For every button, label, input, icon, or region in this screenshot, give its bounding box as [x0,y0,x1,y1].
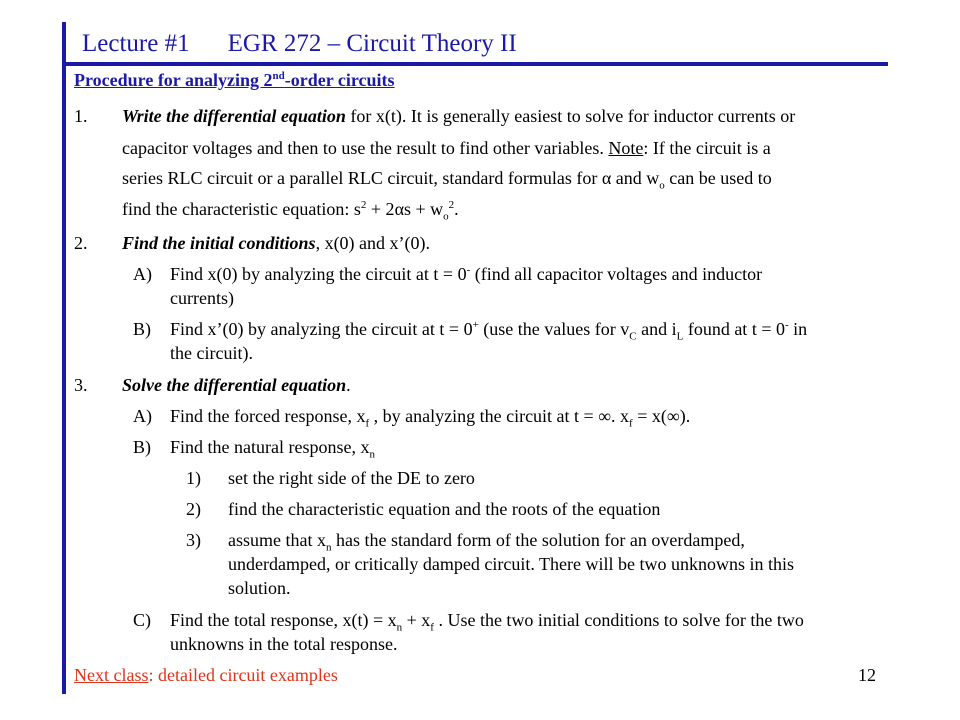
superscript: 2 [360,199,367,211]
text: Find x(0) by analyzing the circuit at t = 0 [170,264,467,284]
text: : If the circuit is a [643,138,771,158]
slide-title [82,30,517,58]
title-underline-bar [62,62,888,66]
next-class-text: : detailed circuit examples [148,665,338,685]
text: capacitor voltages and then to use the result to find other variables. [122,138,609,158]
step-1-line-3 [122,167,772,192]
text: (use the values for v [478,319,630,339]
substep-1-text: set the right side of the DE to zero [228,468,475,488]
substep-3-line-3: solution. [228,578,291,598]
text: Find the forced response, x [170,406,366,426]
section-heading [74,70,395,91]
subscript: f [629,417,633,430]
text: + 2 [366,199,395,219]
text: ). [679,406,691,426]
step-2b-line-2: the circuit). [170,343,253,363]
text: . Use the two initial conditions to solve for the two [433,610,804,630]
heading-superscript: nd [272,70,285,82]
step-3-line [122,374,351,396]
text: can be used to [664,168,772,188]
subscript: o [443,210,449,223]
subscript: n [369,448,375,461]
text: find the characteristic equation: s [122,199,361,219]
alpha-symbol: α [394,199,404,219]
step-2-number: 2. [74,233,88,253]
text: Find the natural response, x [170,437,370,457]
step-2b-line-1 [170,318,808,343]
step-3b-line [170,436,375,461]
step-2a-label: A) [133,264,152,284]
subscript: f [430,621,434,634]
step-2-line [122,232,430,254]
text: + x [402,610,431,630]
superscript: - [466,264,471,276]
text: series RLC circuit or a parallel RLC circuit, standard formulas for [122,168,602,188]
step-2a-line-2: currents) [170,288,234,308]
text: = x( [632,406,667,426]
step-1-text: for x(t). It is generally easiest to solve for inductor currents or [345,106,796,126]
step-3-lead: Solve the differential equation [122,375,347,395]
superscript: - [784,319,789,331]
text: Find x’(0) by analyzing the circuit at t = 0 [170,319,473,339]
superscript: 2 [448,199,455,211]
subscript: f [365,417,370,430]
step-2a-line-1 [170,263,762,285]
text: in [788,319,808,339]
step-1-lead: Write the differential equation [122,106,346,126]
text: s + w [404,199,444,219]
text: has the standard form of the solution for an overdamped, [331,530,745,550]
text: , by analyzing the circuit at t = [369,406,599,426]
heading-text-end: -order circuits [284,70,395,90]
step-1-line-4 [122,198,459,223]
text: Find the total response, x(t) = x [170,610,397,630]
step-3b-label: B) [133,437,151,457]
subscript: n [325,541,332,554]
step-3c-line-1 [170,609,804,634]
substep-3-label: 3) [186,530,201,550]
course-title: EGR 272 – Circuit Theory II [227,30,517,57]
page-number: 12 [858,665,876,685]
text: , x(0) and x’(0). [315,233,431,253]
step-1-line-1 [122,105,795,127]
infinity-symbol: ∞ [666,406,680,426]
lecture-label: Lecture #1 [82,30,190,57]
substep-3-line-1 [228,529,745,554]
step-3-number: 3. [74,375,88,395]
text: and w [611,168,660,188]
step-3a-line [170,405,691,430]
substep-2-label: 2) [186,499,201,519]
note-label: Note [608,138,644,158]
step-1-number: 1. [74,106,88,126]
substep-3-line-2: underdamped, or critically damped circuit. There will be two unknowns in this [228,554,795,574]
subscript: o [659,179,665,192]
substep-2-text: find the characteristic equation and the roots of the equation [228,499,661,519]
superscript: + [472,319,479,331]
subscript: C [629,330,637,343]
text: . [454,199,459,219]
heading-text: Procedure for analyzing 2 [74,70,273,90]
next-class-note [74,665,338,686]
next-class-label: Next class [74,665,149,685]
infinity-symbol: ∞ [598,406,612,426]
text: and i [636,319,677,339]
step-3c-line-2: unknowns in the total response. [170,634,398,654]
text: (find all capacitor voltages and inductor [470,264,763,284]
left-accent-bar [62,22,66,694]
subscript: n [396,621,403,634]
text: found at t = 0 [683,319,785,339]
subscript: L [676,330,684,343]
step-3c-label: C) [133,610,151,630]
substep-1-label: 1) [186,468,201,488]
text: . x [611,406,630,426]
step-1-line-2 [122,137,771,159]
step-2b-label: B) [133,319,151,339]
alpha-symbol: α [601,168,612,188]
step-3a-label: A) [133,406,152,426]
text: . [346,375,351,395]
text: assume that x [228,530,326,550]
step-2-lead: Find the initial conditions [122,233,316,253]
